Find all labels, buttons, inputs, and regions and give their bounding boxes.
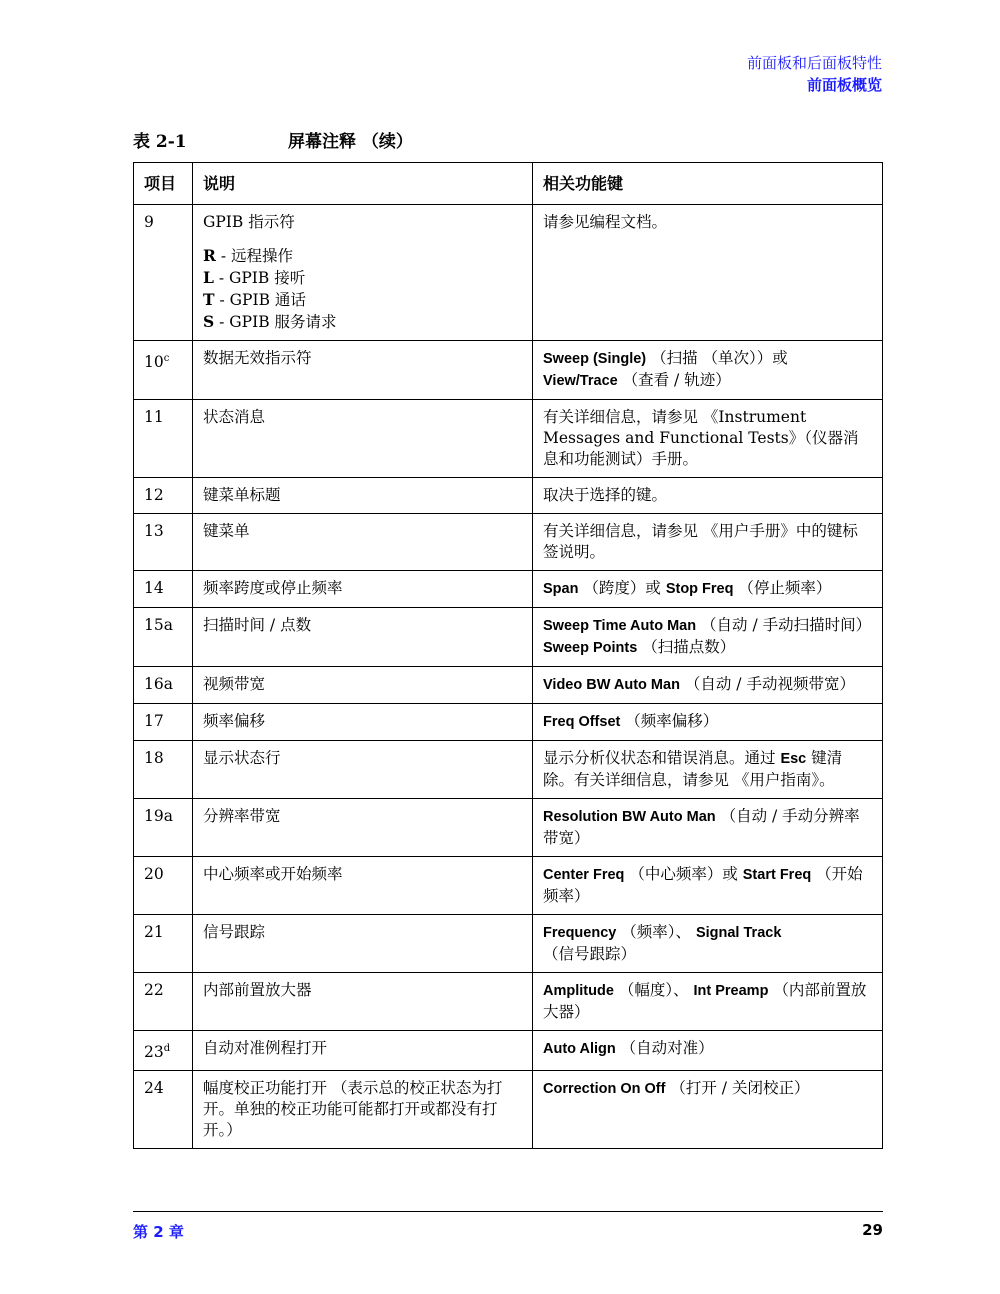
softkey-translation: （自动对准） <box>615 1039 714 1057</box>
table-row <box>134 973 883 1031</box>
item-number: 11 <box>134 400 193 478</box>
indicator-text: - GPIB 接听 <box>213 269 306 287</box>
item-number: 19a <box>134 799 193 857</box>
item-number: 15a <box>134 608 193 667</box>
description-cell <box>193 205 533 341</box>
softkey-name: Sweep (Single) <box>543 351 647 367</box>
softkey-translation: （开始频率） <box>543 865 863 905</box>
indicator-code: L <box>203 268 214 287</box>
keys-cell <box>533 1071 883 1149</box>
header-section-title: 前面板和后面板特性 <box>746 54 882 72</box>
description-text: GPIB 指示符 <box>203 213 295 231</box>
indicator-list <box>203 245 523 333</box>
table-row <box>134 608 883 667</box>
keys-text: 键清除。有关详细信息，请参见 《用户指南》。 <box>543 749 843 789</box>
softkey-name: Int Preamp <box>693 983 769 999</box>
softkey-translation: （幅度）、 <box>613 981 694 999</box>
softkey-translation: （扫描点数） <box>637 638 736 656</box>
footnote-marker: c <box>163 353 170 364</box>
table-row <box>134 1031 883 1071</box>
table-row <box>134 741 883 799</box>
keys-cell <box>533 1031 883 1071</box>
column-header-item: 项目 <box>134 163 193 205</box>
softkey-translation: （频率）、 <box>616 923 696 941</box>
softkey-name: Amplitude <box>543 983 614 999</box>
softkey-translation: （频率偏移） <box>620 712 719 730</box>
softkey-name: Span <box>543 581 579 597</box>
page-number: 29 <box>862 1221 883 1239</box>
softkey-name: Signal Track <box>695 925 782 941</box>
table-row <box>134 514 883 571</box>
keys-cell: 请参见编程文档。 <box>533 205 883 341</box>
table-row <box>134 857 883 915</box>
description-cell: 内部前置放大器 <box>193 973 533 1031</box>
item-number: 22 <box>134 973 193 1031</box>
table-row <box>134 704 883 741</box>
item-number: 13 <box>134 514 193 571</box>
item-number: 20 <box>134 857 193 915</box>
item-number-text: 10 <box>144 353 164 372</box>
chapter-label: 第 2 章 <box>133 1223 184 1241</box>
column-header-description: 说明 <box>193 163 533 205</box>
keys-cell: 有关详细信息，请参见 《Instrument Messages and Functional Tests》（仪器消息和功能测试）手册。 <box>533 400 883 478</box>
description-cell: 状态消息 <box>193 400 533 478</box>
description-cell: 分辨率带宽 <box>193 799 533 857</box>
softkey-translation: （查看 / 轨迹） <box>617 371 731 389</box>
description-cell: 扫描时间 / 点数 <box>193 608 533 667</box>
description-cell: 键菜单标题 <box>193 478 533 514</box>
description-cell: 显示状态行 <box>193 741 533 799</box>
softkey-translation: （中心频率）或 <box>624 865 743 883</box>
table-row <box>134 205 883 341</box>
description-cell: 自动对准例程打开 <box>193 1031 533 1071</box>
running-header <box>747 52 882 96</box>
description-cell: 幅度校正功能打开 （表示总的校正状态为打开。单独的校正功能可能都打开或都没有打开。） <box>193 1071 533 1149</box>
item-number: 12 <box>134 478 193 514</box>
keys-cell <box>533 667 883 704</box>
table-caption <box>133 127 413 152</box>
softkey-translation: （自动 / 手动分辨率带宽） <box>543 807 860 847</box>
header-subsection-title: 前面板概览 <box>806 76 882 94</box>
softkey-translation: （自动 / 手动扫描时间） <box>696 616 872 634</box>
item-number: 16a <box>134 667 193 704</box>
item-number: 24 <box>134 1071 193 1149</box>
table-row <box>134 400 883 478</box>
keys-cell <box>533 915 883 973</box>
softkey-name: Resolution BW Auto Man <box>543 809 716 825</box>
keys-cell <box>533 608 883 667</box>
indicator-text: - GPIB 服务请求 <box>214 313 337 331</box>
softkey-name: Start Freq <box>742 867 812 883</box>
softkey-name: Auto Align <box>543 1041 616 1057</box>
softkey-name: Center Freq <box>543 867 625 883</box>
item-number-text: 23 <box>144 1043 164 1062</box>
softkey-name: Esc <box>780 751 807 767</box>
item-number: 17 <box>134 704 193 741</box>
table-header-row <box>134 163 883 205</box>
softkey-translation: （自动 / 手动视频带宽） <box>679 675 855 693</box>
softkey-translation: （停止频率） <box>733 579 832 597</box>
description-cell: 视频带宽 <box>193 667 533 704</box>
table-row <box>134 478 883 514</box>
table-number: 表 2-1 <box>133 132 187 152</box>
softkey-name: Correction On Off <box>543 1081 666 1098</box>
description-cell: 频率跨度或停止频率 <box>193 571 533 608</box>
item-number: 14 <box>134 571 193 608</box>
indicator-text: - 远程操作 <box>215 247 293 265</box>
table-row <box>134 915 883 973</box>
description-cell: 数据无效指示符 <box>193 341 533 400</box>
keys-cell <box>533 857 883 915</box>
item-number <box>134 341 193 400</box>
indicator-code: S <box>203 312 215 331</box>
keys-cell: 有关详细信息，请参见 《用户手册》中的键标签说明。 <box>533 514 883 571</box>
table-title: 屏幕注释 （续） <box>288 132 413 152</box>
softkey-translation: （扫描 （单次））或 <box>646 349 788 367</box>
list-item <box>203 267 523 289</box>
softkey-name: Sweep Time Auto Man <box>543 618 697 634</box>
table-row <box>134 1071 883 1149</box>
softkey-name: Stop Freq <box>665 581 734 597</box>
table-row <box>134 799 883 857</box>
description-cell: 键菜单 <box>193 514 533 571</box>
list-item <box>203 289 523 311</box>
table-row <box>134 341 883 400</box>
keys-cell <box>533 741 883 799</box>
column-header-keys: 相关功能键 <box>533 163 883 205</box>
keys-cell <box>533 799 883 857</box>
keys-cell <box>533 704 883 741</box>
softkey-translation: （内部前置放大器） <box>543 981 867 1021</box>
softkey-name: View/Trace <box>543 373 618 389</box>
softkey-name: Frequency <box>543 925 617 941</box>
list-item <box>203 311 523 333</box>
footer-rule <box>133 1211 883 1212</box>
indicator-code: R <box>203 246 216 265</box>
indicator-code: T <box>203 290 215 309</box>
softkey-translation: （打开 / 关闭校正） <box>665 1079 810 1098</box>
item-number: 21 <box>134 915 193 973</box>
softkey-name: Sweep Points <box>543 640 638 656</box>
softkey-translation: （信号跟踪） <box>543 945 637 963</box>
description-cell: 中心频率或开始频率 <box>193 857 533 915</box>
keys-cell: 取决于选择的键。 <box>533 478 883 514</box>
item-number: 9 <box>134 205 193 341</box>
list-item <box>203 245 523 267</box>
description-cell: 频率偏移 <box>193 704 533 741</box>
table-row <box>134 667 883 704</box>
item-number: 18 <box>134 741 193 799</box>
softkey-translation: （跨度）或 <box>578 579 666 597</box>
screen-annotations-table <box>133 162 883 1149</box>
keys-text: 显示分析仪状态和错误消息。通过 <box>543 749 781 767</box>
indicator-text: - GPIB 通话 <box>214 291 306 309</box>
table-row <box>134 571 883 608</box>
item-number <box>134 1031 193 1071</box>
keys-cell <box>533 973 883 1031</box>
softkey-name: Freq Offset <box>543 714 621 730</box>
footnote-marker: d <box>163 1043 171 1054</box>
keys-cell <box>533 341 883 400</box>
keys-cell <box>533 571 883 608</box>
softkey-name: Video BW Auto Man <box>543 677 680 693</box>
description-cell: 信号跟踪 <box>193 915 533 973</box>
